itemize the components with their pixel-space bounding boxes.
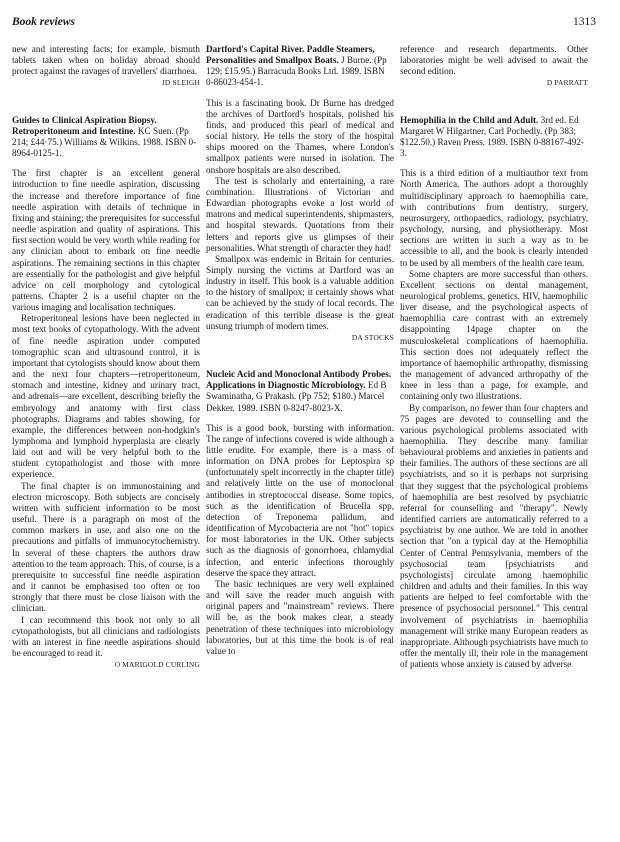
- book-title: Hemophilia in the Child and Adult.: [400, 114, 539, 125]
- page-number: 1313: [573, 16, 596, 28]
- review-paragraph: The test is scholarly and entertaining, a rare combination. Illustrations of Victorian and Edwardian photographs evoke a lost world of matrons and medical superintendents, shipmasters, and hospital stewards. Quotations from their letters and reports give us glimpses of their personalities. What strength of character they had!: [206, 175, 394, 253]
- review-paragraph: This is a good book, bursting with information. The range of infections covered is wide although a little erudite. For example, there is a mass of information on DNA probes for Leptospira sp (unfortunately spelt incorrectly in the chapter title) and relatively little on the use of monoclonal antibodies in streptococcal disease. Some topics, such as the identification of Brucella spp, detection of Treponema pallidum, and identification of Mycobacteria are not "hot" topics for most laboratories in the UK. Other subjects such as the diagnosis of gonorrhoea, chlamydial infection, and enteric infections thoroughly deserve the space they attract.: [206, 422, 394, 578]
- reviewer-signature: JD SLEIGH: [161, 78, 200, 88]
- review-paragraph: This is a fascinating book. Dr Burne has dredged the archives of Dartford's hospitals, polished his finds, and produced this pearl of medical and social history. He tells the story of the hospital ships moored on the Thames, where London's smallpox patients were nursed in isolation. The onshore hospitals are also described.: [206, 97, 394, 175]
- review-heading: [12, 115, 200, 160]
- page-header: [12, 16, 596, 34]
- review-paragraph: The final chapter is on immunostaining and electron microscopy. Both subjects are concisely written with sufficient information to be most useful. There is a paragraph on most of the common markers in use, and also one on the precautions and pitfalls of immunocytochemistry. In several of these chapters the authors draw attention to the team approach. This, of course, is a prerequisite to successful fine needle aspiration and it cannot be emphasised too often or too strongly that there must be close liaison with the clinician.: [12, 480, 200, 614]
- continued-review-text: reference and research departments. Other laboratories might be well advised to await the second edition.: [400, 44, 588, 77]
- review-heading: [400, 115, 588, 160]
- book-biblio: KC Suen. (Pp 214; £44·75.) Williams & Wilkins. 1988. ISBN 0-8964-0125-1.: [12, 125, 197, 159]
- review-paragraph: The basic techniques are very well explained and will save the reader much anguish with original papers and "mainstream" reviews. There will be, as the book makes clear, a steady penetration of these techniques into microbiology laboratories, but at this time the book is of real value to: [206, 578, 394, 656]
- review-heading: [206, 369, 394, 414]
- reviewer-signature: O MARIGOLD CURLING: [114, 660, 200, 670]
- section-title: Book reviews: [12, 16, 75, 28]
- book-biblio: J Burne. (Pp 129; £15.95.) Barracuda Books Ltd. 1989. ISBN 0-86023-454-1.: [206, 55, 387, 88]
- review-paragraph: I can recommend this book not only to all cytopathologists, but all clinicians and radiologists with an interest in fine needle aspirations should be encouraged to read it.: [12, 614, 200, 658]
- review-paragraph: The first chapter is an excellent general introduction to fine needle aspiration, discussing the increase and therefore importance of fine needle aspiration with details of technique in fixing and staining; the prerequisites for successful needle aspiration and quality of aspirations. This first section would be very worth while reading for any clinician about to embark on fine needle aspirations. The remaining sections in this chapter are essentially for the pathologist and give helpful advice on cell morphology and cytological patterns. Chapter 2 is a useful chapter on the various imaging and localisation techniques.: [12, 168, 200, 313]
- column-left: [12, 44, 200, 670]
- review-paragraph: This is a third edition of a multiauthor text from North America. The authors adopt a thoroughly multidisciplinary approach to haemophilia care, with contributions from dentistry, surgery, neurosurgery, orthopaedics, radiology, psychiatry, psychology, nursing, and physiotherapy. Most sections are written in such a way as to be accessible to all, and the book is clearly intended to be used by all members of the health care team.: [400, 168, 588, 268]
- review-paragraph: By comparison, no fewer than four chapters and 75 pages are devoted to counselling and the various psychological problems associated with haemophilia. They describe many familiar behavioural problems and anxieties in patients and their families. The authors of these sections are all psychiatrists, and so it is perhaps not surprising that they suggest that the psychological problems of haemophilia are best resolved by psychiatric referral for counselling and "therapy". Newly identified carriers are automatically referred to a psychiatrist by one author. We are told in another section that "on a typical day at the Hemophilia Center of Central Pennsylvania, members of the psychosocial team [psychiatrists and psychologists] circulate among haemophilic children and adults and their families. In this way patients are helped to feel comfortable with the presence of psychosocial personnel." This central involvement of psychiatrists in haemophilia management will strike many European readers as inappropriate. Although psychiatrists have much to offer the mentally ill, their role in the management of patients whose anxiety is caused by adverse: [400, 402, 588, 670]
- review-paragraph: Smallpox was endemic in Britain for centuries. Simply nursing the victims at Dartford was an industry in itself. This book is a valuable addition to the history of smallpox; it certainly shows what can be achieved by the study of local records. The eradication of this terrible disease is the great unsung triumph of modern times.: [206, 253, 394, 331]
- reviewer-signature: DA STOCKS: [351, 332, 394, 342]
- book-biblio: Ed B Swaminatha, G Prakash. (Pp 752; $180.) Marcel Dekker. 1989. ISBN 0-8247-8023-X.: [206, 380, 387, 413]
- continued-review-text: new and interesting facts; for example, bismuth tablets taken when on holiday abroad should protect against the ravages of travellers' diarrhoea.: [12, 44, 200, 77]
- review-paragraph: Some chapters are more successful than others. Excellent sections on dental management, neurological problems, genetics, HIV, haemophilic liver disease, and the psychological aspects of haemophilia care contrast with an extremely disappointing 14page chapter on the musculoskeletal complications of haemophilia. This section does not adequately reflect the importance of haemophilic arthropathy, dismissing the management of advanced arthropathy of the knee in less than a page, for example, and containing only two illustrations.: [400, 268, 588, 402]
- book-title: Guides to Clinical Aspiration Biopsy. Retroperitoneum and Intestine.: [12, 114, 157, 136]
- book-title: Dartford's Capital River. Paddle Steamers, Personalities and Smallpox Boats.: [206, 44, 375, 66]
- book-title: Nucleic Acid and Monoclonal Antibody Probes. Applications in Diagnostic Microbiology.: [206, 369, 392, 391]
- reviewer-signature: D PARRATT: [546, 78, 588, 88]
- column-right: [400, 44, 588, 670]
- review-heading: [206, 44, 394, 89]
- review-paragraph: Retroperitoneal lesions have been neglected in most text books of cytopathology. With the advent of fine needle aspiration under computed tomographic scan and ultrasound control, it is important that cytologists should know about them and the next four chapters—retroperitoneum, stomach and intestine, kidney and urinary tract, and adrenals—are excellent, describing briefly the embryology and anatomy with first class photographs. Diagrams and tables showing, for example, the differences between non-hodgkin's lymphoma and lymphoid hyperplasia are clearly laid out and will be very helpful both to the student cytopathologist and those with more experience.: [12, 313, 200, 480]
- column-middle: [206, 44, 394, 657]
- book-biblio: 3rd ed. Ed Margaret W Hilgartner, Carl Pochedly. (Pp 383; $122.50.) Raven Press. 1989. ISBN 0-88167-492-3.: [400, 114, 584, 159]
